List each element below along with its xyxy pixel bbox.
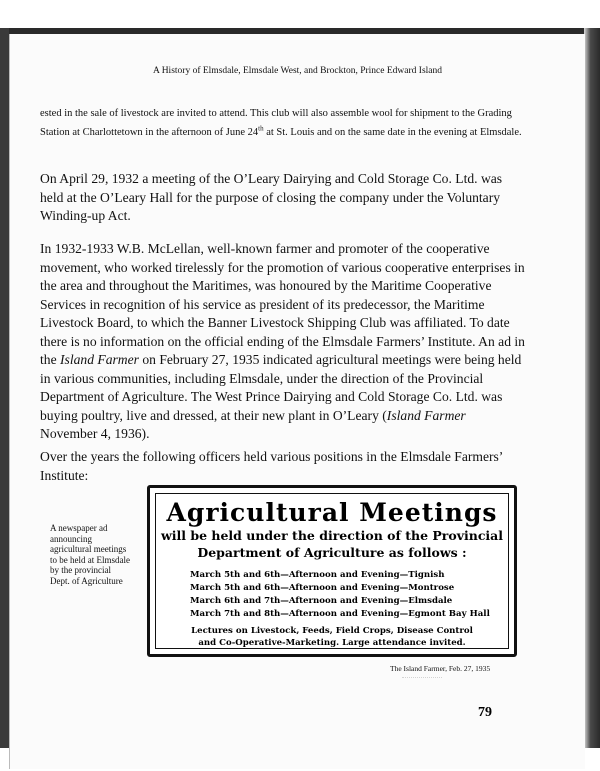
running-head: A History of Elmsdale, Elmsdale West, and Brockton, Prince Edward Island [152,66,443,76]
paragraph-officers: Over the years the following officers held various positions in the Elmsdale Farmers’ Institute: [40,449,503,483]
para-2-text-c: November 4, 1936). [40,426,150,441]
para-2-text-b: on February 27, 1935 indicated agricultural meetings were being held in various communities, including Elmsdale, under the direction of the Provincial Department of Agriculture. The West Prince Dairying and Cold Storage Co. Ltd. was buying poultry, live and dressed, at their new plant in O’Leary ( [40,352,522,423]
ad-schedule-item: March 5th and 6th—Afternoon and Evening—Montrose [190,583,455,593]
page-number: 79 [478,705,492,720]
ad-lectures-1: Lectures on Livestock, Feeds, Field Crops, Disease Control [191,626,473,636]
ad-side-caption: A newspaper ad announcing agricultural meetings to be held at Elmsdale by the provincial Dept. of Agriculture [50,523,130,586]
ad-source-caption: The Island Farmer, Feb. 27, 1935 [390,664,491,673]
ad-schedule [190,569,508,621]
intro-paragraph [40,106,525,140]
newspaper-ad [147,485,517,657]
intro-text: ested in the sale of livestock are invited to attend. This club will also assemble wool for shipment to the Grading Station at Charlottetown in the afternoon of June 24th at St. Louis and on the same date in the evening at Elmsdale. [40,108,522,138]
ad-title: Agricultural Meetings [166,498,498,527]
island-farmer-title-2: Island Farmer [386,407,466,423]
faint-mark [402,677,442,688]
island-farmer-title-1: Island Farmer [60,352,139,367]
paragraph-mclellan [40,240,525,444]
ad-inner-border [155,493,509,649]
ad-schedule-item: March 5th and 6th—Afternoon and Evening—Tignish [190,570,445,580]
paragraph-dairying-meeting: On April 29, 1932 a meeting of the O’Leary Dairying and Cold Storage Co. Ltd. was held at the O’Leary Hall for the purpose of closing the company under the Voluntary Winding-up Act. [40,171,503,223]
ad-schedule-item: March 6th and 7th—Afternoon and Evening—Elmsdale [190,596,453,606]
book-page [9,34,585,769]
ad-subtitle-1: will be held under the direction of the Provincial [160,528,504,543]
ad-subtitle-2: Department of Agriculture as follows : [197,545,467,560]
book-binding-right [584,28,600,748]
ad-schedule-item: March 7th and 8th—Afternoon and Evening—Egmont Bay Hall [190,609,490,619]
para-2-text-a: In 1932-1933 W.B. McLellan, well-known farmer and promoter of the cooperative movement, who worked tirelessly for the promotion of various cooperative enterprises in the area and throughout the Maritimes, was honoured by the Maritime Cooperative Services in recognition of his service as president of its predecessor, the Maritime Livestock Board, to which the Banner Livestock Shipping Club was affiliated. To date there is no information on the official ending of the Elmsdale Farmers’ Institute. An ad in the [40,241,525,367]
ad-lectures-2: and Co-Operative-Marketing. Large attendance invited. [198,638,466,648]
book-binding-left [0,28,9,748]
